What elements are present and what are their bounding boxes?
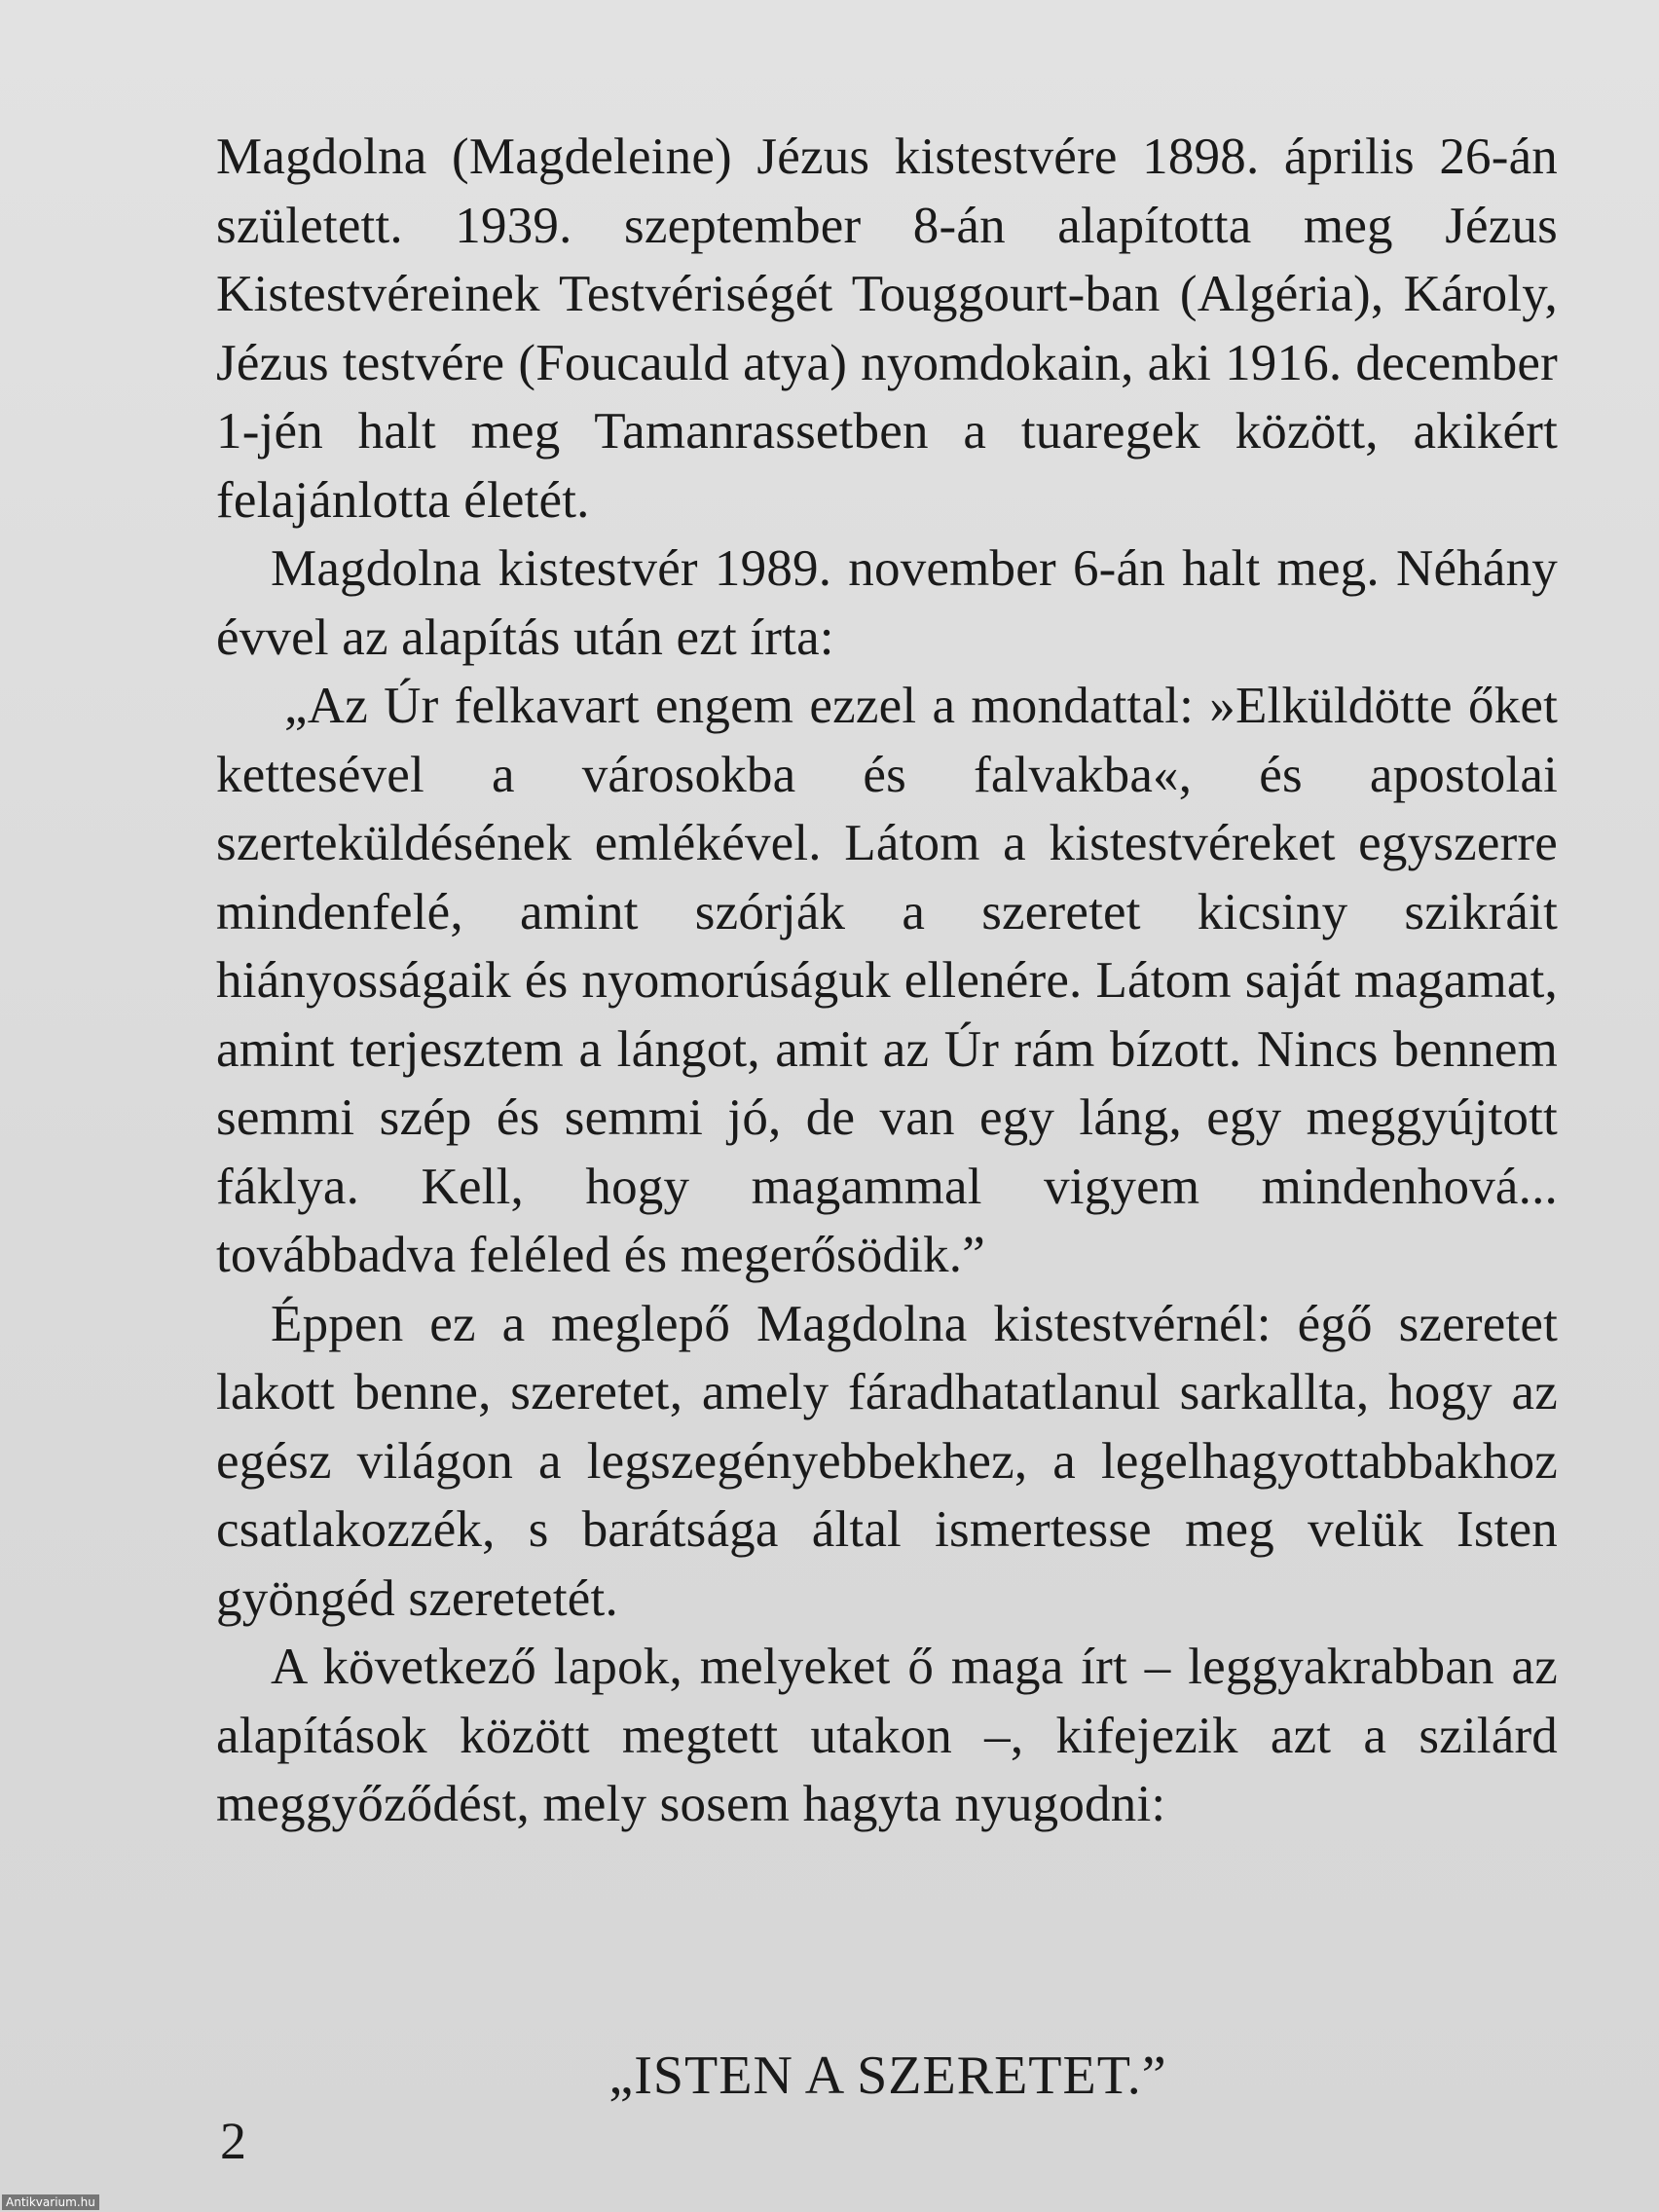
paragraph-following-pages: A következő lapok, melyeket ő maga írt – leggyakrabban az alapítások között megtett utakon –, kifejezik azt a szilárd meggyőződést, mely sosem hagyta nyugodni:: [216, 1639, 1558, 1832]
body-text: [216, 123, 1558, 1839]
watermark: Antikvarium.hu: [2, 2194, 99, 2210]
paragraph-death: Magdolna kistestvér 1989. november 6-án halt meg. Néhány évvel az alapítás után ezt írta:: [216, 540, 1558, 666]
page-number: 2: [220, 2112, 246, 2170]
paragraph-love: Éppen ez a meglepő Magdolna kistestvérnél: égő szeretet lakott benne, szeretet, amely fáradhatatlanul sarkallta, hogy az egész világon a legszegényebbekhez, a legelhagyottabbakhoz csatlakozzék, s barátsága által ismertesse meg velük Isten gyöngéd szeretetét.: [216, 1295, 1558, 1627]
paragraph-quote: „Az Úr felkavart engem ezzel a mondattal: »Elküldötte őket kettesével a városokba és falvakba«, és apostolai szerteküldésének emlékével. Látom a kistestvéreket egyszerre mindenfelé, amint szórják a szeretet kicsiny szikráit hiányosságaik és nyomorúságuk ellenére. Látom saját magamat, amint terjesztem a lángot, amit az Úr rám bízott. Nincs bennem semmi szép és semmi jó, de van egy láng, egy meggyújtott fáklya. Kell, hogy magammal vigyem mindenhová... továbbadva feléled és megerősödik.”: [216, 678, 1558, 1283]
motto-heading: „ISTEN A SZERETET.”: [608, 2046, 1167, 2106]
paragraph-intro: Magdolna (Magdeleine) Jézus kistestvére 1898. április 26-án született. 1939. szeptember 8-án alapította meg Jézus Kistestvéreinek Testvériségét Touggourt-ban (Algéria), Károly, Jézus testvére (Foucauld atya) nyomdokain, aki 1916. december 1-jén halt meg Tamanrassetben a tuaregek között, akikért felajánlotta életét.: [216, 129, 1558, 529]
